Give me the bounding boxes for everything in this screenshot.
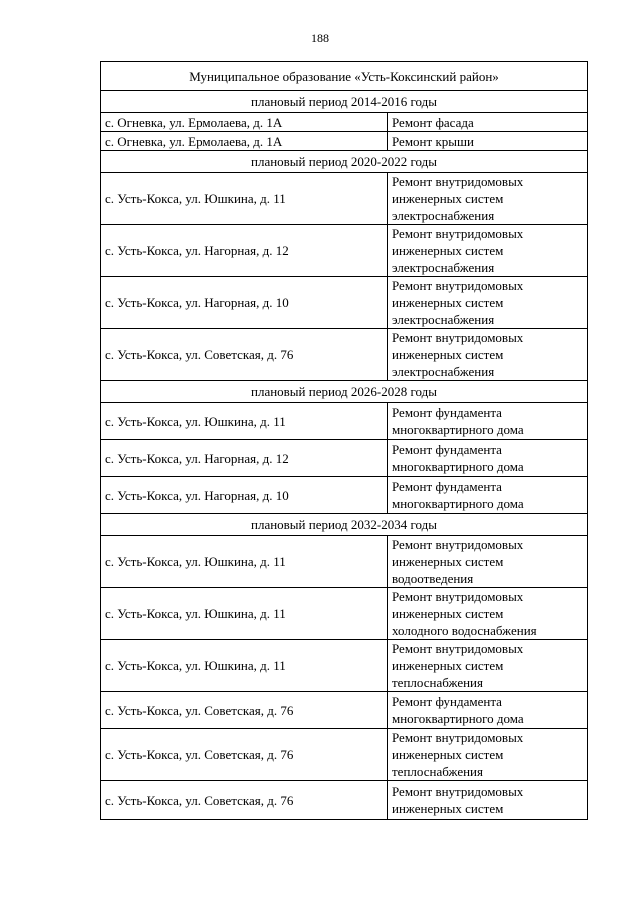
work-type-cell: [388, 277, 588, 329]
work-type-cell: [388, 536, 588, 588]
period-header: плановый период 2020-2022 годы: [101, 151, 588, 173]
address-cell: с. Усть-Кокса, ул. Нагорная, д. 10: [101, 477, 388, 514]
work-type-cell: [388, 692, 588, 729]
work-type-line: Ремонт фундамента: [392, 694, 502, 709]
table-row: [101, 440, 588, 477]
work-type-line: инженерных систем: [392, 295, 504, 310]
address-cell: с. Усть-Кокса, ул. Юшкина, д. 11: [101, 640, 388, 692]
work-type-cell: [388, 588, 588, 640]
work-type-cell: [388, 132, 588, 151]
period-header: плановый период 2014-2016 годы: [101, 91, 588, 113]
period-header-row: [101, 514, 588, 536]
period-header-row: [101, 91, 588, 113]
work-type-line: инженерных систем: [392, 243, 504, 258]
address-cell: с. Усть-Кокса, ул. Советская, д. 76: [101, 781, 388, 820]
address-cell: с. Усть-Кокса, ул. Юшкина, д. 11: [101, 403, 388, 440]
table-body: [101, 91, 588, 820]
work-type-cell: [388, 440, 588, 477]
table-row: [101, 403, 588, 440]
table-row: [101, 277, 588, 329]
work-type-cell: [388, 173, 588, 225]
work-type-line: Ремонт внутридомовых: [392, 784, 524, 799]
work-type-line: Ремонт фундамента: [392, 442, 502, 457]
table-row: [101, 588, 588, 640]
work-type-line: электроснабжения: [392, 208, 495, 223]
work-type-line: инженерных систем: [392, 347, 504, 362]
work-type-line: Ремонт внутридомовых: [392, 330, 524, 345]
work-type-line: электроснабжения: [392, 364, 495, 379]
address-cell: с. Усть-Кокса, ул. Советская, д. 76: [101, 692, 388, 729]
work-type-line: многоквартирного дома: [392, 422, 524, 437]
table-row: [101, 692, 588, 729]
work-type-line: инженерных систем: [392, 658, 504, 673]
table-row: [101, 132, 588, 151]
table-row: [101, 329, 588, 381]
page-number: 188: [311, 31, 329, 45]
work-type-line: теплоснабжения: [392, 764, 483, 779]
work-type-line: Ремонт крыши: [392, 133, 474, 149]
address-cell: с. Усть-Кокса, ул. Юшкина, д. 11: [101, 588, 388, 640]
work-type-line: Ремонт внутридомовых: [392, 278, 524, 293]
work-type-line: инженерных систем: [392, 747, 504, 762]
work-type-cell: [388, 640, 588, 692]
work-type-line: холодного водоснабжения: [392, 623, 537, 638]
work-type-line: Ремонт внутридомовых: [392, 589, 524, 604]
work-type-line: Ремонт внутридомовых: [392, 226, 524, 241]
work-type-line: Ремонт фундамента: [392, 479, 502, 494]
work-type-line: Ремонт фундамента: [392, 405, 502, 420]
work-type-line: теплоснабжения: [392, 675, 483, 690]
work-type-line: инженерных систем: [392, 801, 504, 816]
address-cell: с. Усть-Кокса, ул. Юшкина, д. 11: [101, 536, 388, 588]
table-row: [101, 536, 588, 588]
capital-repair-table: [100, 61, 588, 820]
work-type-line: многоквартирного дома: [392, 711, 524, 726]
work-type-cell: [388, 329, 588, 381]
work-type-line: инженерных систем: [392, 606, 504, 621]
work-type-cell: [388, 477, 588, 514]
work-type-line: электроснабжения: [392, 312, 495, 327]
table-row: [101, 173, 588, 225]
work-type-cell: [388, 225, 588, 277]
work-type-line: электроснабжения: [392, 260, 495, 275]
work-type-line: инженерных систем: [392, 554, 504, 569]
table-title: Муниципальное образование «Усть-Коксинский район»: [101, 62, 588, 91]
work-type-line: многоквартирного дома: [392, 459, 524, 474]
address-cell: с. Усть-Кокса, ул. Советская, д. 76: [101, 329, 388, 381]
work-type-line: инженерных систем: [392, 191, 504, 206]
period-header-row: [101, 381, 588, 403]
address-cell: с. Огневка, ул. Ермолаева, д. 1А: [101, 113, 388, 132]
work-type-cell: [388, 403, 588, 440]
address-cell: с. Огневка, ул. Ермолаева, д. 1А: [101, 132, 388, 151]
period-header: плановый период 2026-2028 годы: [101, 381, 588, 403]
table-row: [101, 225, 588, 277]
address-cell: с. Усть-Кокса, ул. Советская, д. 76: [101, 729, 388, 781]
table-row: [101, 781, 588, 820]
work-type-cell: [388, 113, 588, 132]
work-type-line: Ремонт внутридомовых: [392, 641, 524, 656]
work-type-cell: [388, 781, 588, 820]
address-cell: с. Усть-Кокса, ул. Нагорная, д. 12: [101, 225, 388, 277]
work-type-line: Ремонт внутридомовых: [392, 537, 524, 552]
work-type-line: водоотведения: [392, 571, 474, 586]
table-title-row: [101, 62, 588, 91]
period-header-row: [101, 151, 588, 173]
table-row: [101, 729, 588, 781]
table-row: [101, 477, 588, 514]
work-type-line: Ремонт фасада: [392, 114, 474, 130]
address-cell: с. Усть-Кокса, ул. Нагорная, д. 10: [101, 277, 388, 329]
work-type-line: Ремонт внутридомовых: [392, 174, 524, 189]
table-row: [101, 640, 588, 692]
period-header: плановый период 2032-2034 годы: [101, 514, 588, 536]
table-row: [101, 113, 588, 132]
address-cell: с. Усть-Кокса, ул. Нагорная, д. 12: [101, 440, 388, 477]
address-cell: с. Усть-Кокса, ул. Юшкина, д. 11: [101, 173, 388, 225]
work-type-line: Ремонт внутридомовых: [392, 730, 524, 745]
work-type-cell: [388, 729, 588, 781]
work-type-line: многоквартирного дома: [392, 496, 524, 511]
